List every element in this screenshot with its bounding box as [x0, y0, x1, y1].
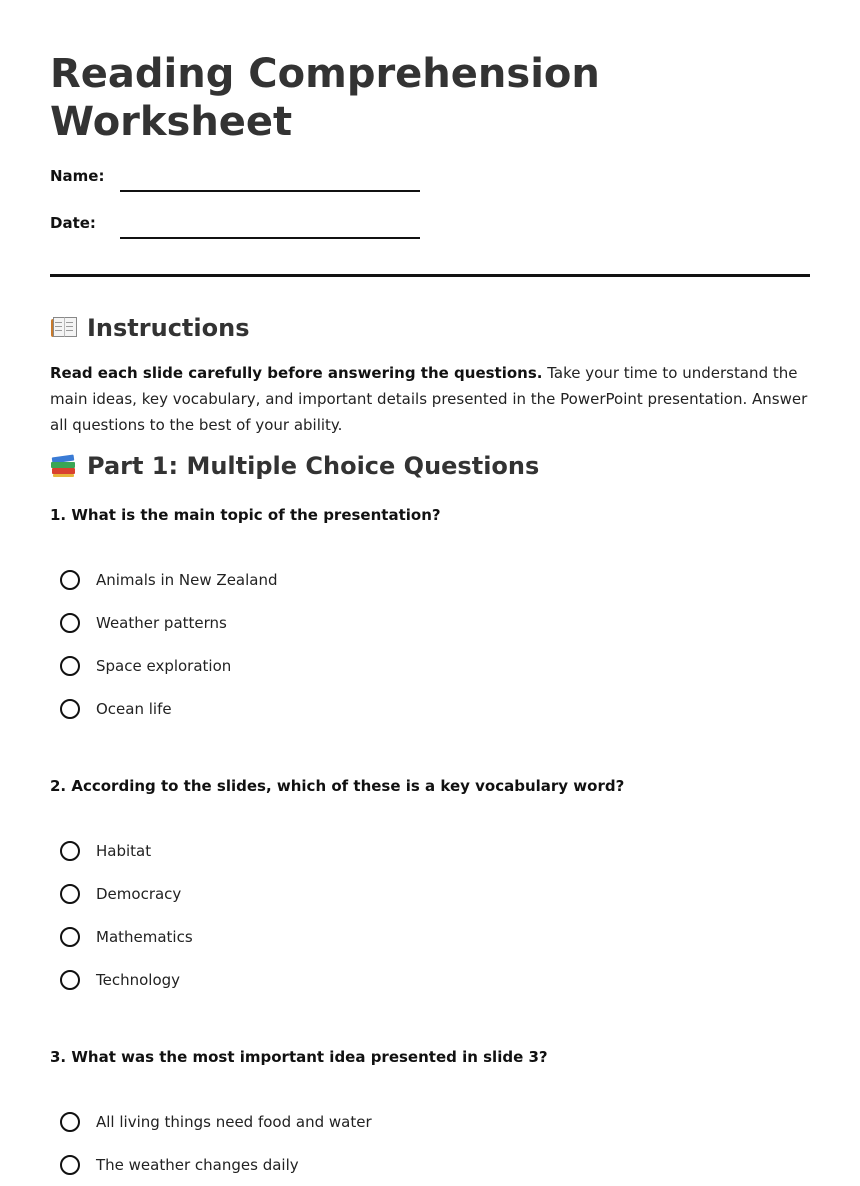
instructions-paragraph — [50, 360, 810, 438]
radio-button[interactable] — [60, 970, 80, 990]
question-1: 1. What is the main topic of the presentation? — [50, 506, 441, 524]
option-label: Ocean life — [96, 699, 172, 718]
radio-button[interactable] — [60, 1112, 80, 1132]
radio-button[interactable] — [60, 884, 80, 904]
option-weather-patterns[interactable] — [60, 601, 810, 644]
books-icon — [50, 454, 78, 478]
option-label: All living things need food and water — [96, 1112, 372, 1131]
option-label: The weather changes daily — [96, 1155, 299, 1174]
radio-button[interactable] — [60, 927, 80, 947]
radio-button[interactable] — [60, 841, 80, 861]
option-label: Habitat — [96, 841, 152, 860]
instructions-heading-text: Instructions — [87, 314, 250, 342]
question-3: 3. What was the most important idea presented in slide 3? — [50, 1048, 548, 1066]
option-label: Democracy — [96, 884, 182, 903]
name-field-row — [50, 168, 810, 192]
instructions-heading — [50, 313, 810, 343]
radio-button[interactable] — [60, 656, 80, 676]
option-democracy[interactable] — [60, 872, 810, 915]
question-2: 2. According to the slides, which of these is a key vocabulary word? — [50, 777, 625, 795]
instructions-bold-text: Read each slide carefully before answering the questions. — [50, 364, 543, 382]
option-label: Space exploration — [96, 656, 232, 675]
question-3-options — [50, 1100, 810, 1186]
name-input-line[interactable] — [120, 170, 420, 192]
option-living-things-need-food-and-water[interactable] — [60, 1100, 810, 1143]
worksheet-page — [50, 0, 810, 1186]
option-label: Mathematics — [96, 927, 193, 946]
part1-heading-text: Part 1: Multiple Choice Questions — [87, 452, 540, 480]
page-title: Reading Comprehension Worksheet — [50, 51, 600, 145]
radio-button[interactable] — [60, 570, 80, 590]
question-2-options — [50, 829, 810, 1001]
radio-button[interactable] — [60, 1155, 80, 1175]
radio-button[interactable] — [60, 613, 80, 633]
option-technology[interactable] — [60, 958, 810, 1001]
option-animals-in-new-zealand[interactable] — [60, 558, 810, 601]
date-field-row — [50, 215, 810, 239]
header-divider — [50, 274, 810, 277]
date-label: Date: — [50, 214, 96, 232]
radio-button[interactable] — [60, 699, 80, 719]
option-space-exploration[interactable] — [60, 644, 810, 687]
option-label: Technology — [96, 970, 181, 989]
option-weather-changes-daily[interactable] — [60, 1143, 810, 1186]
option-label: Animals in New Zealand — [96, 570, 278, 589]
option-mathematics[interactable] — [60, 915, 810, 958]
option-label: Weather patterns — [96, 613, 227, 632]
open-book-icon — [50, 316, 78, 340]
date-input-line[interactable] — [120, 217, 420, 239]
question-1-options — [50, 558, 810, 730]
part1-heading — [50, 451, 810, 481]
instructions-body-text: Take your time to understand the main ideas, key vocabulary, and important details presented in the PowerPoint presentation. Answer all questions to the best of your ability. — [50, 364, 808, 434]
option-habitat[interactable] — [60, 829, 810, 872]
option-ocean-life[interactable] — [60, 687, 810, 730]
name-label: Name: — [50, 167, 105, 185]
